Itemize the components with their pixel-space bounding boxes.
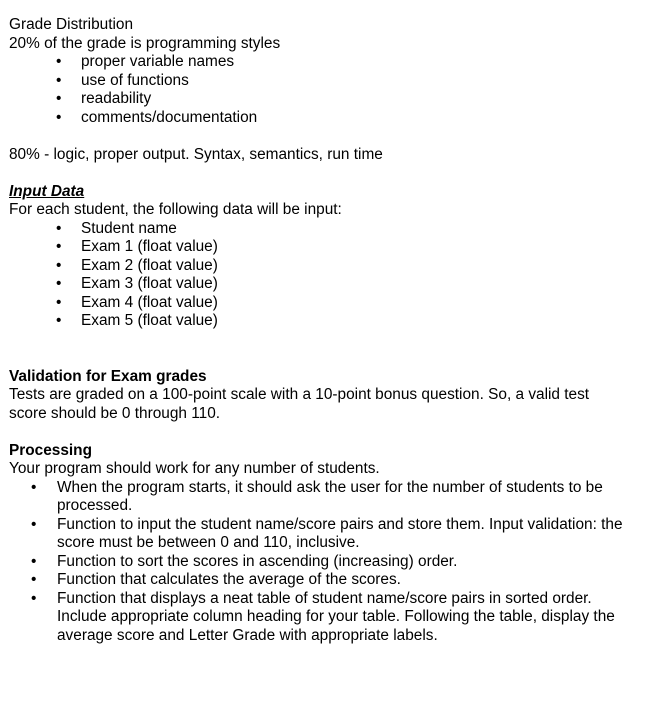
list-item: • readability xyxy=(56,90,152,107)
bullet-icon: • xyxy=(56,108,62,126)
list-item: • proper variable names xyxy=(56,53,235,70)
bullet-icon: • xyxy=(56,219,62,237)
style-list xyxy=(9,53,639,127)
bullet-icon: • xyxy=(56,256,62,274)
grade-distribution-intro: 20% of the grade is programming styles xyxy=(9,34,281,52)
bullet-icon: • xyxy=(56,71,62,89)
processing-heading: Processing xyxy=(9,441,92,459)
bullet-icon: • xyxy=(31,478,37,496)
input-data-intro: For each student, the following data will be input: xyxy=(9,201,342,218)
list-item: • Exam 3 (float value) xyxy=(56,275,218,292)
grade-distribution-title: Grade Distribution xyxy=(9,16,134,33)
validation-text: Tests are graded on a 100-point scale with a 10-point bonus question. So, a valid test score should be 0 through 110. xyxy=(9,386,590,422)
list-item: • Function that displays a neat table of student name/score pairs in sorted order. Include appropriate column heading for your table. Following the table, display the average score and Letter Grade with appropriate labels. xyxy=(31,589,615,644)
list-item: • Function to sort the scores in ascending (increasing) order. xyxy=(31,552,458,570)
list-item: • When the program starts, it should ask the user for the number of students to be processed. xyxy=(31,478,603,514)
bullet-icon: • xyxy=(56,53,62,70)
bullet-icon: • xyxy=(56,293,62,311)
list-item: • Exam 4 (float value) xyxy=(56,293,218,311)
processing-list xyxy=(9,479,639,646)
bullet-icon: • xyxy=(31,515,37,533)
logic-line: 80% - logic, proper output. Syntax, semantics, run time xyxy=(9,145,383,163)
list-item: • Exam 5 (float value) xyxy=(56,312,218,329)
bullet-icon: • xyxy=(31,589,37,607)
bullet-icon: • xyxy=(31,552,37,570)
list-item: • Exam 2 (float value) xyxy=(56,256,218,274)
bullet-icon: • xyxy=(56,90,62,107)
processing-intro: Your program should work for any number of students. xyxy=(9,460,380,477)
bullet-icon: • xyxy=(31,571,37,588)
list-item: • Student name xyxy=(56,219,177,237)
bullet-icon: • xyxy=(56,275,62,292)
list-item: • Function that calculates the average of the scores. xyxy=(31,571,401,588)
input-data-heading: Input Data xyxy=(9,182,85,200)
bullet-icon: • xyxy=(56,238,62,255)
validation-heading: Validation for Exam grades xyxy=(9,367,207,385)
list-item: • use of functions xyxy=(56,71,189,89)
list-item: • comments/documentation xyxy=(56,108,258,126)
list-item: • Function to input the student name/score pairs and store them. Input validation: the score must be between 0 and 110, inclusive. xyxy=(31,515,623,551)
list-item: • Exam 1 (float value) xyxy=(56,238,218,255)
input-list xyxy=(9,220,639,331)
document-page xyxy=(9,16,639,645)
bullet-icon: • xyxy=(56,312,62,329)
